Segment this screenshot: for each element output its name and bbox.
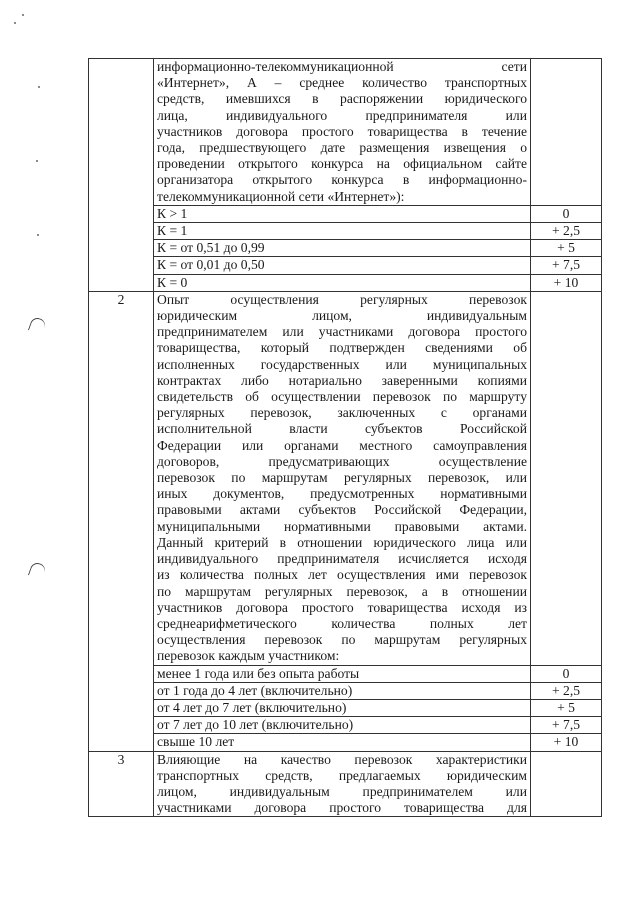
option-label: от 7 лет до 10 лет (включительно): [154, 717, 531, 734]
criteria-number: [89, 59, 154, 292]
scan-speck: [22, 14, 24, 16]
text-line: телекоммуникационной сети «Интернет»):: [157, 188, 405, 204]
text-line: свидетельств об осуществлении перевозок по маршруту: [157, 389, 527, 405]
option-label: от 1 года до 4 лет (включительно): [154, 682, 531, 699]
criteria-number: 3: [89, 751, 154, 817]
option-label: свыше 10 лет: [154, 734, 531, 751]
text-line: среднеарифметического количества полных лет: [157, 615, 527, 631]
option-points: 0: [531, 665, 602, 682]
option-points: + 2,5: [531, 682, 602, 699]
option-row: [89, 274, 602, 291]
text-line: товарищества, который подтвержден сведениями об: [157, 340, 527, 356]
text-line: организатора открытого конкурса в информационно-: [157, 172, 527, 188]
text-line: по маршрутам регулярных перевозок, а в отношении: [157, 583, 527, 599]
option-row: [89, 699, 602, 716]
criteria-row: [89, 751, 602, 817]
text-line: из количества полных лет осуществления ими перевозок: [157, 567, 527, 583]
points-cell-empty: [531, 291, 602, 665]
option-row: [89, 223, 602, 240]
option-points: + 5: [531, 240, 602, 257]
criteria-description: [154, 751, 531, 817]
option-label: К = 1: [154, 223, 531, 240]
text-line: юридическим лицом, индивидуальным: [157, 308, 527, 324]
option-points: + 5: [531, 699, 602, 716]
option-points: + 7,5: [531, 717, 602, 734]
points-cell-empty: [531, 751, 602, 817]
text-line: года, предшествующего дате размещения извещения о: [157, 140, 527, 156]
option-row: [89, 682, 602, 699]
text-line: перевозок по маршрутам регулярных перевозок, или: [157, 470, 527, 486]
text-line: правовыми актами субъектов Российской Федерации,: [157, 502, 527, 518]
option-label: менее 1 года или без опыта работы: [154, 665, 531, 682]
option-points: + 7,5: [531, 257, 602, 274]
criteria-description: [154, 291, 531, 665]
text-line: Влияющие на качество перевозок характеристики: [157, 751, 527, 767]
text-line: Данный критерий в отношении юридического лица или: [157, 534, 527, 550]
margin-arc-mark: [28, 561, 47, 580]
text-line: исполненных государственных или муниципальных: [157, 356, 527, 372]
scan-speck: [38, 86, 40, 88]
text-line: договоров, предусматривающих осуществление: [157, 453, 527, 469]
option-row: [89, 205, 602, 222]
text-line: Федерации или органами местного самоуправления: [157, 437, 527, 453]
text-line: регулярных перевозок, заключенных с органами: [157, 405, 527, 421]
option-row: [89, 257, 602, 274]
text-line: лицом, индивидуальным предпринимателем или: [157, 783, 527, 799]
criteria-number: 2: [89, 291, 154, 751]
text-line: исполнительной власти субъектов Российской: [157, 421, 527, 437]
criteria-row: [89, 291, 602, 665]
option-points: 0: [531, 205, 602, 222]
text-line: осуществления перевозок по маршрутам регулярных: [157, 632, 527, 648]
option-points: + 10: [531, 734, 602, 751]
option-points: + 10: [531, 274, 602, 291]
text-line: предпринимателем или участниками договора простого: [157, 324, 527, 340]
text-line: муниципальными нормативными правовыми актами.: [157, 518, 527, 534]
scan-speck: [37, 234, 39, 236]
text-line: индивидуального предпринимателя исчисляется исходя: [157, 551, 527, 567]
scan-speck: [14, 22, 16, 24]
text-line: иных документов, предусмотренных нормативными: [157, 486, 527, 502]
option-row: [89, 665, 602, 682]
text-line: проведении открытого конкурса на официальном сайте: [157, 156, 527, 172]
option-row: [89, 240, 602, 257]
margin-arc-mark: [28, 316, 47, 335]
option-label: К = 0: [154, 274, 531, 291]
option-row: [89, 717, 602, 734]
points-cell-empty: [531, 59, 602, 206]
text-line: контрактах либо нотариально заверенными копиями: [157, 372, 527, 388]
option-points: + 2,5: [531, 223, 602, 240]
criteria-row: [89, 59, 602, 206]
text-line: информационно-телекоммуникационной сети: [157, 59, 527, 74]
option-label: от 4 лет до 7 лет (включительно): [154, 699, 531, 716]
text-line: участников договора простого товарищества исходя из: [157, 599, 527, 615]
text-line: транспортных средств, предлагаемых юридическим: [157, 767, 527, 783]
option-label: К = от 0,01 до 0,50: [154, 257, 531, 274]
option-label: К = от 0,51 до 0,99: [154, 240, 531, 257]
text-line: лица, индивидуального предпринимателя или: [157, 107, 527, 123]
text-line: «Интернет», А – среднее количество транспортных: [157, 75, 527, 91]
text-line: средств, имевшихся в распоряжении юридического: [157, 91, 527, 107]
text-line: участниками договора простого товарищества для: [157, 800, 527, 816]
option-row: [89, 734, 602, 751]
option-label: К > 1: [154, 205, 531, 222]
text-line: участников договора простого товарищества в течение: [157, 123, 527, 139]
text-line: Опыт осуществления регулярных перевозок: [157, 291, 527, 307]
criteria-table: [88, 58, 602, 817]
scan-speck: [36, 160, 38, 162]
text-line: перевозок каждым участником:: [157, 648, 340, 664]
criteria-description: [154, 59, 531, 206]
